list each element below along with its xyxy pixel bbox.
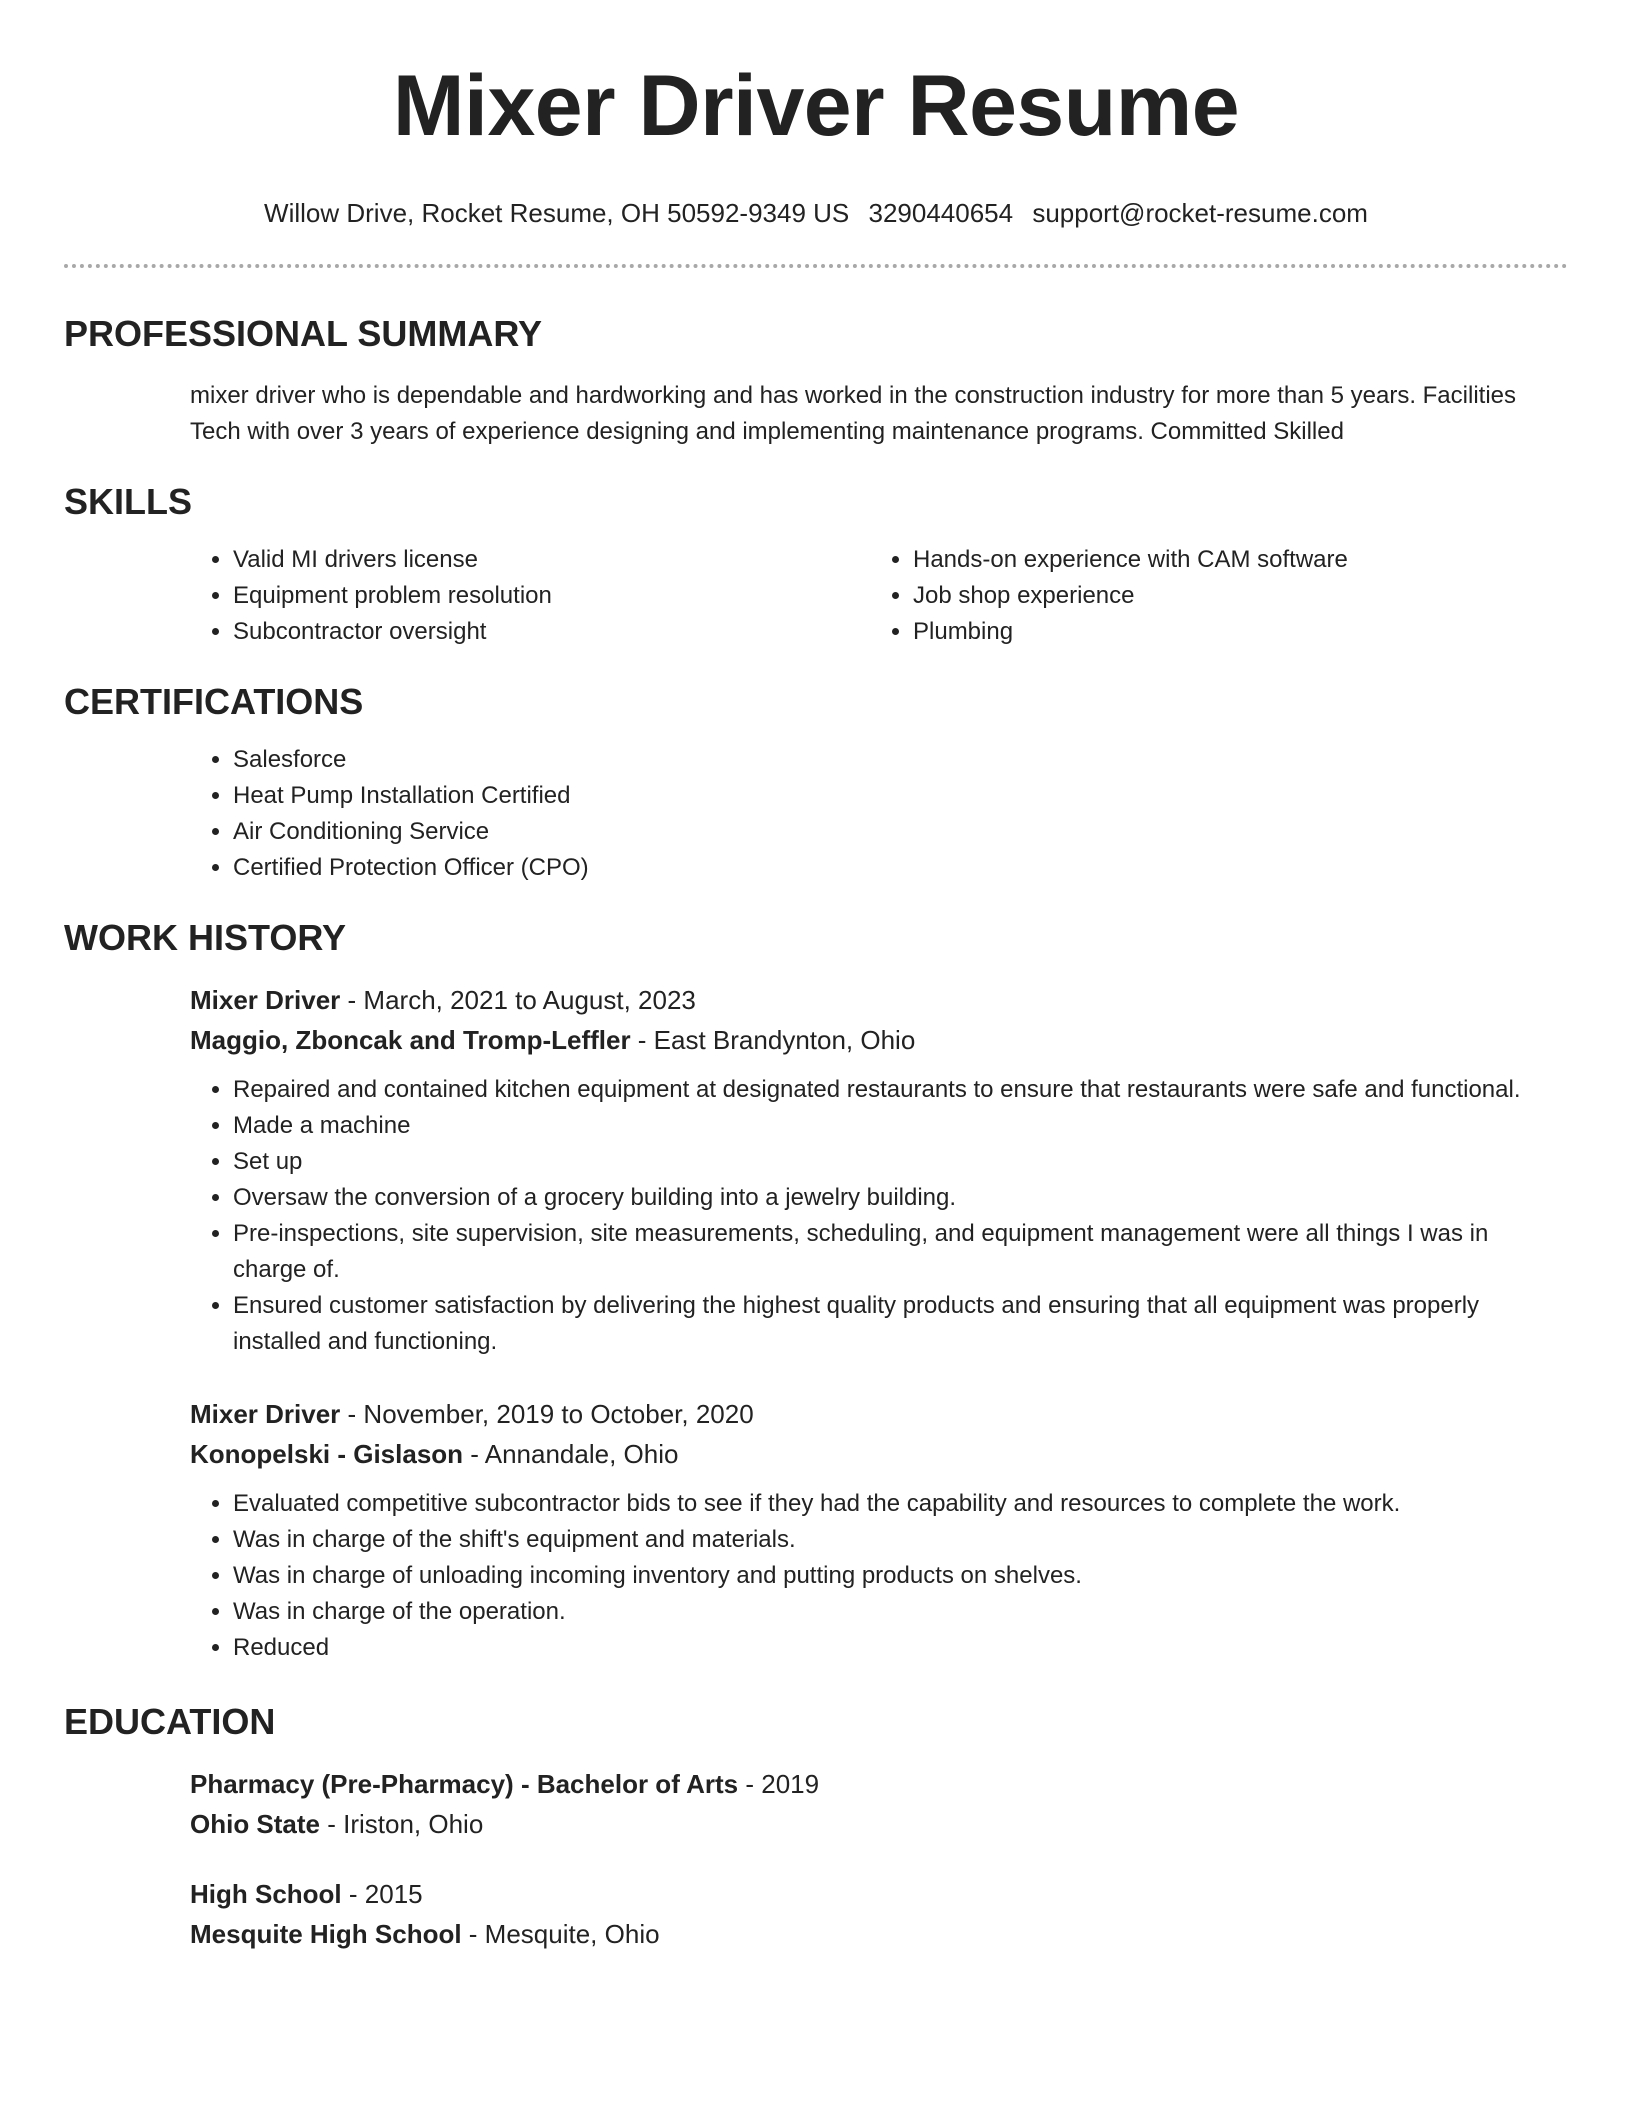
job-dates: - November, 2019 to October, 2020 xyxy=(340,1399,754,1429)
job-company: Konopelski - Gislason xyxy=(190,1439,464,1469)
education-location: - Mesquite, Ohio xyxy=(461,1919,660,1949)
summary-heading: PROFESSIONAL SUMMARY xyxy=(64,313,543,354)
job-bullet: • Oversaw the conversion of a grocery building into a jewelry building. xyxy=(233,1180,1568,1216)
job-title-line xyxy=(190,980,1568,1020)
job-dates: - March, 2021 to August, 2023 xyxy=(340,985,696,1015)
work-history-section xyxy=(64,916,1568,1666)
education-location: - Iriston, Ohio xyxy=(320,1809,484,1839)
summary-text: mixer driver who is dependable and hardworking and has worked in the construction industry for more than 5 years. Facilities Tech with over 3 years of experience designing and implementing maintenance programs. Committed Skilled xyxy=(190,382,1516,445)
job-company-line xyxy=(190,1434,1568,1474)
skill-item: • Hands-on experience with CAM software xyxy=(913,542,1550,578)
skills-list-left xyxy=(190,542,870,650)
skill-item: • Equipment problem resolution xyxy=(233,578,870,614)
education-section xyxy=(64,1700,1568,1954)
job-bullet: • Pre-inspections, site supervision, site measurements, scheduling, and equipment management were all things I was in charge of. xyxy=(233,1216,1568,1288)
skills-heading: SKILLS xyxy=(64,481,193,522)
certification-item: • Salesforce xyxy=(233,742,1568,778)
job-role: Mixer Driver xyxy=(190,985,341,1015)
job-role: Mixer Driver xyxy=(190,1399,341,1429)
job-bullet: • Repaired and contained kitchen equipment at designated restaurants to ensure that restaurants were safe and functional. xyxy=(233,1072,1568,1108)
job-location: - Annandale, Ohio xyxy=(463,1439,679,1469)
job-bullet: • Set up xyxy=(233,1144,1568,1180)
skills-section xyxy=(64,480,1568,650)
education-school: Mesquite High School xyxy=(190,1919,462,1949)
resume-title: Mixer Driver Resume xyxy=(392,58,1240,154)
job-bullets xyxy=(190,1072,1568,1360)
education-degree: High School xyxy=(190,1879,342,1909)
education-school-line xyxy=(190,1804,1568,1844)
education-school-line xyxy=(190,1914,1568,1954)
skill-item: • Plumbing xyxy=(913,614,1550,650)
job-bullet: • Was in charge of the shift's equipment and materials. xyxy=(233,1522,1568,1558)
contact-email: support@rocket-resume.com xyxy=(1032,198,1368,228)
job-bullet: • Was in charge of unloading incoming inventory and putting products on shelves. xyxy=(233,1558,1568,1594)
job-bullets xyxy=(190,1486,1568,1666)
certification-item: • Certified Protection Officer (CPO) xyxy=(233,850,1568,886)
job-bullet: • Evaluated competitive subcontractor bids to see if they had the capability and resources to complete the work. xyxy=(233,1486,1568,1522)
certifications-list xyxy=(190,742,1568,886)
education-year: - 2015 xyxy=(341,1879,423,1909)
education-school: Ohio State xyxy=(190,1809,321,1839)
job-company-line xyxy=(190,1020,1568,1060)
summary-section xyxy=(64,312,1568,450)
job-entry xyxy=(190,980,1568,1360)
contact-phone: 3290440654 xyxy=(868,198,1014,228)
education-entry xyxy=(190,1874,1568,1954)
job-location: - East Brandynton, Ohio xyxy=(630,1025,916,1055)
education-degree-line xyxy=(190,1764,1568,1804)
job-bullet: • Was in charge of the operation. xyxy=(233,1594,1568,1630)
contact-address: Willow Drive, Rocket Resume, OH 50592-9349 US xyxy=(264,198,850,228)
education-entry xyxy=(190,1764,1568,1844)
job-entry xyxy=(190,1394,1568,1666)
job-company: Maggio, Zboncak and Tromp-Leffler xyxy=(190,1025,631,1055)
education-degree-line xyxy=(190,1874,1568,1914)
skill-item: • Subcontractor oversight xyxy=(233,614,870,650)
job-bullet: • Ensured customer satisfaction by delivering the highest quality products and ensuring that all equipment was properly installed and functioning. xyxy=(233,1288,1568,1360)
certification-item: • Heat Pump Installation Certified xyxy=(233,778,1568,814)
certification-item: • Air Conditioning Service xyxy=(233,814,1568,850)
education-heading: EDUCATION xyxy=(64,1701,276,1742)
skill-item: • Valid MI drivers license xyxy=(233,542,870,578)
education-degree: Pharmacy (Pre-Pharmacy) - Bachelor of Arts xyxy=(190,1769,739,1799)
skill-item: • Job shop experience xyxy=(913,578,1550,614)
contact-line xyxy=(64,196,1568,230)
certifications-heading: CERTIFICATIONS xyxy=(64,681,364,722)
skills-list-right xyxy=(870,542,1550,650)
job-title-line xyxy=(190,1394,1568,1434)
education-year: - 2019 xyxy=(738,1769,820,1799)
work-history-heading: WORK HISTORY xyxy=(64,917,347,958)
job-bullet: • Made a machine xyxy=(233,1108,1568,1144)
job-bullet: • Reduced xyxy=(233,1630,1568,1666)
header-divider xyxy=(64,264,1568,268)
certifications-section xyxy=(64,680,1568,886)
